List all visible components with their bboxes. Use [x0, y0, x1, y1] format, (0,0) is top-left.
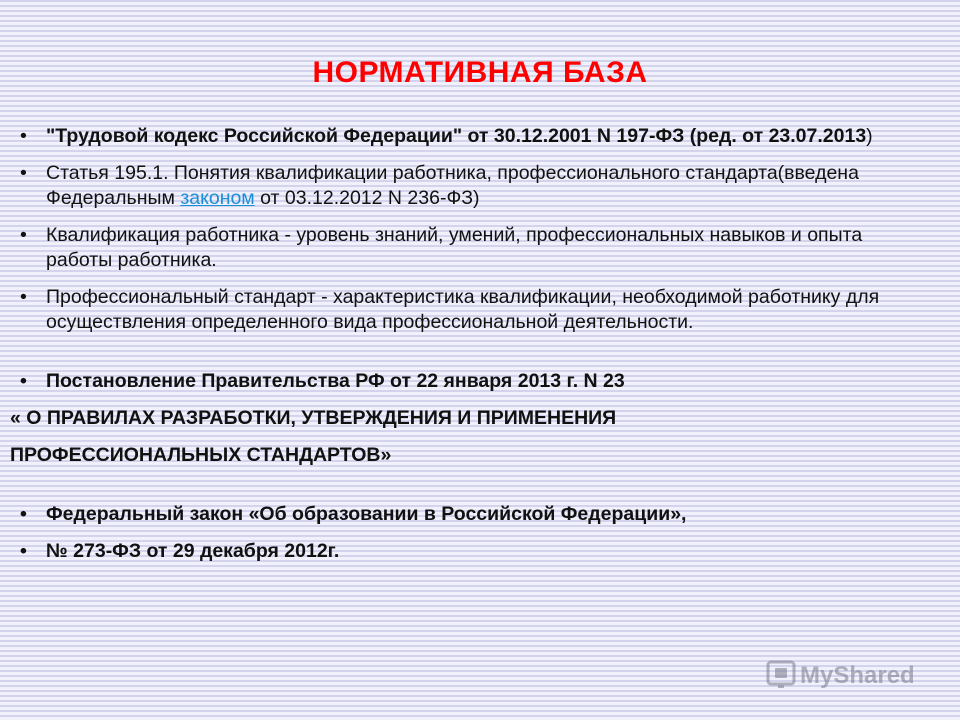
- article-195-text: Статья 195.1. Понятия квалификации работника, профессионального стандарта(введена Федеральным: [46, 162, 859, 209]
- bullet-dot: •: [20, 370, 27, 392]
- bullet-qualification: [0, 223, 960, 273]
- professional-standard-text: Профессиональный стандарт - характеристика квалификации, необходимой работнику для осуществления определенного вида профессиональной деятельности.: [46, 286, 880, 333]
- bullet-dot: •: [20, 162, 27, 184]
- bullet-professional-standard: [0, 285, 960, 335]
- government-decree-text: Постановление Правительства РФ от 22 января 2013 г. N 23: [46, 370, 625, 392]
- bullet-dot: •: [20, 125, 27, 147]
- education-law-text: Федеральный закон «Об образовании в Российской Федерации»,: [46, 503, 687, 525]
- bullet-education-law: [0, 502, 960, 527]
- bullet-dot: •: [20, 540, 27, 562]
- bullet-education-law-number: [0, 539, 960, 564]
- article-195-tail: от 03.12.2012 N 236-ФЗ): [254, 187, 480, 209]
- watermark-text: MyShared: [800, 662, 915, 689]
- labor-code-tail: ): [866, 125, 873, 147]
- bullet-government-decree: [0, 369, 960, 394]
- education-law-number-text: № 273-ФЗ от 29 декабря 2012г.: [46, 540, 340, 562]
- bullet-dot: •: [20, 224, 27, 246]
- bullet-dot: •: [20, 286, 27, 308]
- bullet-labor-code: [0, 124, 960, 149]
- bullet-dot: •: [20, 503, 27, 525]
- decree-title-line-1: « О ПРАВИЛАХ РАЗРАБОТКИ, УТВЕРЖДЕНИЯ И ПРИМЕНЕНИЯ: [10, 407, 617, 429]
- bullet-article-195: [0, 161, 960, 211]
- labor-code-text: "Трудовой кодекс Российской Федерации" от 30.12.2001 N 197-ФЗ (ред. от 23.07.2013: [46, 125, 867, 147]
- slide-content: [0, 124, 960, 576]
- decree-title-line-2: ПРОФЕССИОНАЛЬНЫХ СТАНДАРТОВ»: [10, 444, 392, 466]
- spacer: [0, 347, 960, 369]
- myshared-logo-icon: [766, 654, 936, 694]
- spacer: [0, 480, 960, 502]
- slide-title: НОРМАТИВНАЯ БАЗА: [312, 56, 648, 89]
- law-link[interactable]: законом: [180, 187, 255, 209]
- qualification-text: Квалификация работника - уровень знаний, умений, профессиональных навыков и опыта работы работника.: [46, 224, 863, 271]
